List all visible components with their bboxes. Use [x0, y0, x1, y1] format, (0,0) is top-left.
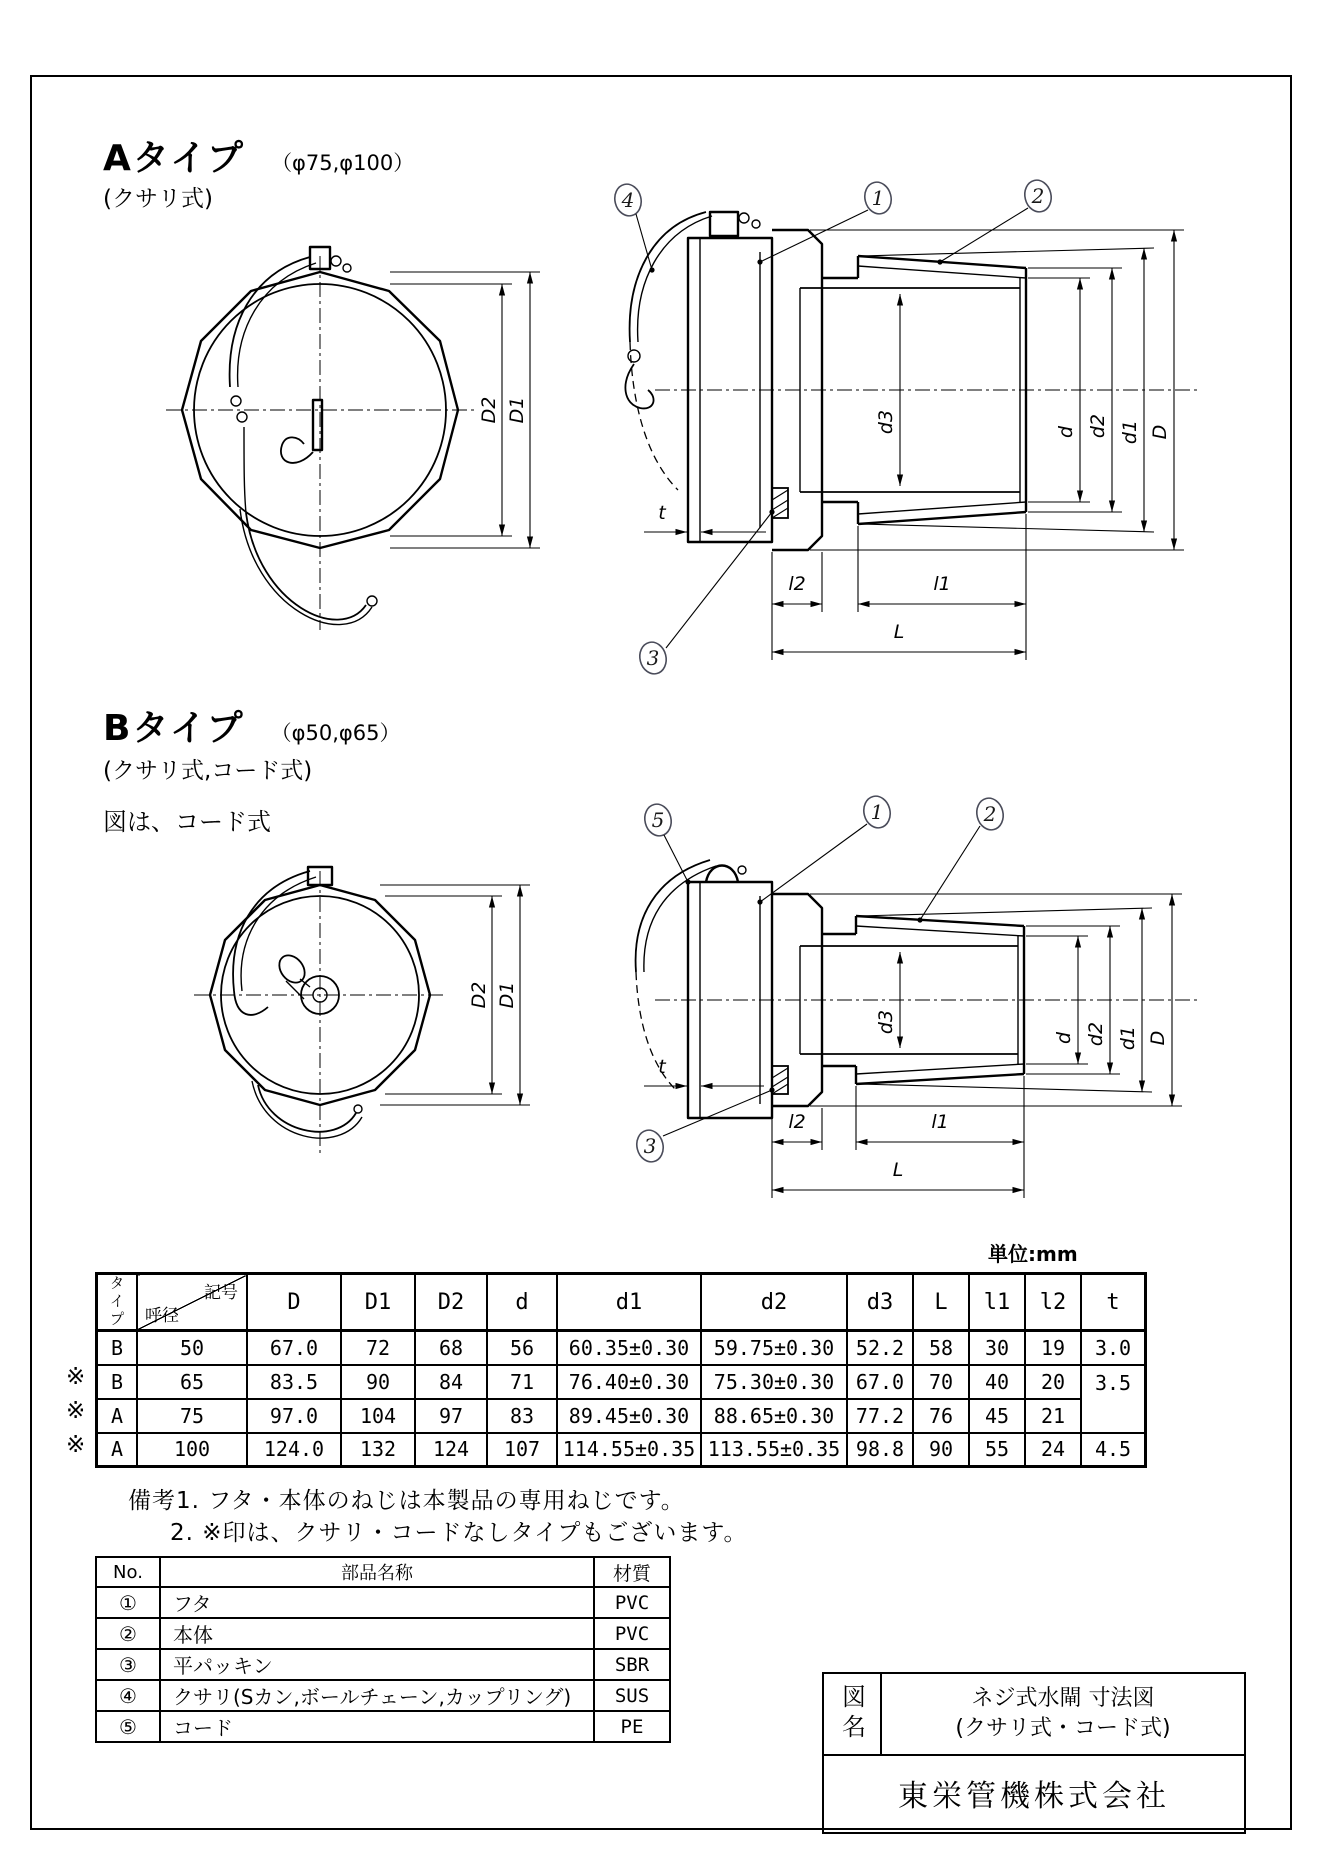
svg-text:2: 2: [983, 802, 997, 826]
col-header-d: d: [487, 1274, 557, 1331]
type-b-caption: 図は、コード式: [103, 808, 271, 836]
col-header-L: L: [913, 1274, 969, 1331]
dim-label-L: L: [893, 621, 905, 643]
note-line-2: 2. ※印は、クサリ・コードなしタイプもございます。: [170, 1520, 748, 1546]
type-b-heading: [103, 700, 400, 751]
corner-col-label: 記号: [204, 1283, 238, 1303]
dim-label-d2: d2: [1087, 413, 1109, 439]
type-b-style-note: (クサリ式,コード式): [103, 758, 313, 784]
svg-text:3: 3: [646, 646, 660, 670]
dim-label-d2: d2: [1085, 1021, 1107, 1047]
col-header-d1: d1: [557, 1274, 701, 1331]
svg-text:3: 3: [643, 1134, 657, 1158]
col-header-l2: l2: [1025, 1274, 1081, 1331]
parts-row: ② 本体 PVC: [96, 1618, 670, 1649]
dim-label-D: D: [1149, 424, 1171, 440]
col-header-D: D: [247, 1274, 341, 1331]
svg-text:1: 1: [870, 800, 884, 824]
type-b-front-view: [140, 855, 560, 1160]
chain: [230, 256, 377, 625]
dim-label-d3: d3: [875, 1009, 897, 1035]
parts-table-header-row: [96, 1557, 670, 1587]
table-row: B 65 83.5 90 84 71 76.40±0.30 75.30±0.30 67.0 70 40 20 3.5: [97, 1365, 1146, 1399]
drawing-title-line2: (クサリ式・コード式): [955, 1716, 1171, 1741]
company-name: 東栄管機株式会社: [898, 1779, 1170, 1814]
balloon-5: [642, 801, 691, 884]
dimension-table-header-row: [97, 1274, 1146, 1331]
parts-col-name: 部品名称: [160, 1557, 594, 1587]
row-mark: ※: [66, 1364, 86, 1390]
type-b-side-view: [560, 790, 1200, 1230]
corner-row-label: 呼径: [145, 1306, 179, 1326]
dim-label-l1: l1: [933, 573, 951, 595]
parts-row: ⑤ コード PE: [96, 1711, 670, 1742]
dim-label-d1: d1: [1117, 1025, 1139, 1051]
table-row: A 100 124.0 132 124 107 114.55±0.35 113.55±0.35 98.8 90 55 24 4.5: [97, 1433, 1146, 1467]
dim-label-D1: D1: [496, 981, 518, 1009]
col-header-d3: d3: [847, 1274, 913, 1331]
parts-row: ③ 平パッキン SBR: [96, 1649, 670, 1680]
row-mark: ※: [66, 1432, 86, 1458]
col-header-d2: d2: [701, 1274, 847, 1331]
unit-label: 単位:mm: [988, 1242, 1078, 1266]
dim-label-l1: l1: [931, 1111, 949, 1133]
drawing-title-cell: [882, 1674, 1244, 1754]
title-block: [822, 1672, 1246, 1834]
drawing-title-line1: ネジ式水閘 寸法図: [971, 1686, 1155, 1711]
svg-text:5: 5: [651, 808, 665, 832]
dim-label-D1: D1: [506, 396, 528, 424]
dim-label-l2: l2: [788, 1111, 806, 1133]
balloon-3: [634, 1087, 775, 1164]
dim-label-t: t: [658, 502, 666, 524]
dim-label-L: L: [892, 1159, 904, 1181]
balloon-3: [637, 509, 775, 676]
parts-col-no: No.: [96, 1557, 160, 1587]
col-header-t: t: [1081, 1274, 1146, 1331]
dim-label-d1: d1: [1119, 419, 1141, 445]
type-a-side-view: [560, 160, 1200, 720]
title-block-label-cell: [824, 1674, 882, 1754]
svg-text:4: 4: [621, 188, 635, 212]
parts-row: ① フタ PVC: [96, 1587, 670, 1618]
type-a-front-view: [140, 215, 560, 655]
type-a-heading: [103, 130, 414, 181]
type-a-style-note: (クサリ式): [103, 186, 213, 212]
cord-grip: [274, 950, 339, 1014]
title-block-label: 図名: [837, 1684, 866, 1744]
col-header-type: タイプ: [107, 1275, 126, 1329]
dim-label-d3: d3: [875, 409, 897, 435]
svg-text:1: 1: [871, 186, 885, 210]
dim-label-D2: D2: [478, 396, 500, 424]
table-row: A 75 97.0 104 97 83 89.45±0.30 88.65±0.30 77.2 76 45 21: [97, 1399, 1146, 1433]
col-header-l1: l1: [969, 1274, 1025, 1331]
balloon-1: [757, 179, 894, 264]
hook-pin: [281, 400, 322, 463]
type-b-title: Bタイプ: [103, 708, 245, 749]
gasket-section: [772, 488, 788, 518]
svg-text:2: 2: [1031, 184, 1045, 208]
balloon-4: [612, 181, 655, 272]
col-header-D2: D2: [415, 1274, 487, 1331]
parts-table: [95, 1556, 671, 1743]
cord: [636, 860, 716, 1090]
type-b-size-note: （φ50,φ65）: [270, 721, 401, 745]
dim-label-t: t: [658, 1056, 666, 1078]
parts-row: ④ クサリ(Sカン,ボールチェーン,カップリング) SUS: [96, 1680, 670, 1711]
table-row: B 50 67.0 72 68 56 60.35±0.30 59.75±0.30 52.2 58 30 19 3.0: [97, 1331, 1146, 1365]
type-a-title: Aタイプ: [103, 138, 246, 179]
dim-label-l2: l2: [788, 573, 806, 595]
dim-label-d: d: [1055, 425, 1077, 439]
row-mark: ※: [66, 1398, 86, 1424]
balloon-1: [757, 793, 893, 904]
col-header-D1: D1: [341, 1274, 415, 1331]
dim-label-D: D: [1147, 1030, 1169, 1046]
type-a-size-note: （φ75,φ100）: [271, 151, 415, 175]
chain: [625, 212, 712, 490]
dim-label-d: d: [1053, 1031, 1075, 1045]
dimension-table: [95, 1272, 1147, 1468]
balloon-2: [917, 795, 1006, 922]
dim-label-D2: D2: [468, 981, 490, 1009]
parts-col-material: 材質: [594, 1557, 670, 1587]
note-line-1: 備考1. フタ・本体のねじは本製品の専用ねじです。: [128, 1488, 685, 1514]
